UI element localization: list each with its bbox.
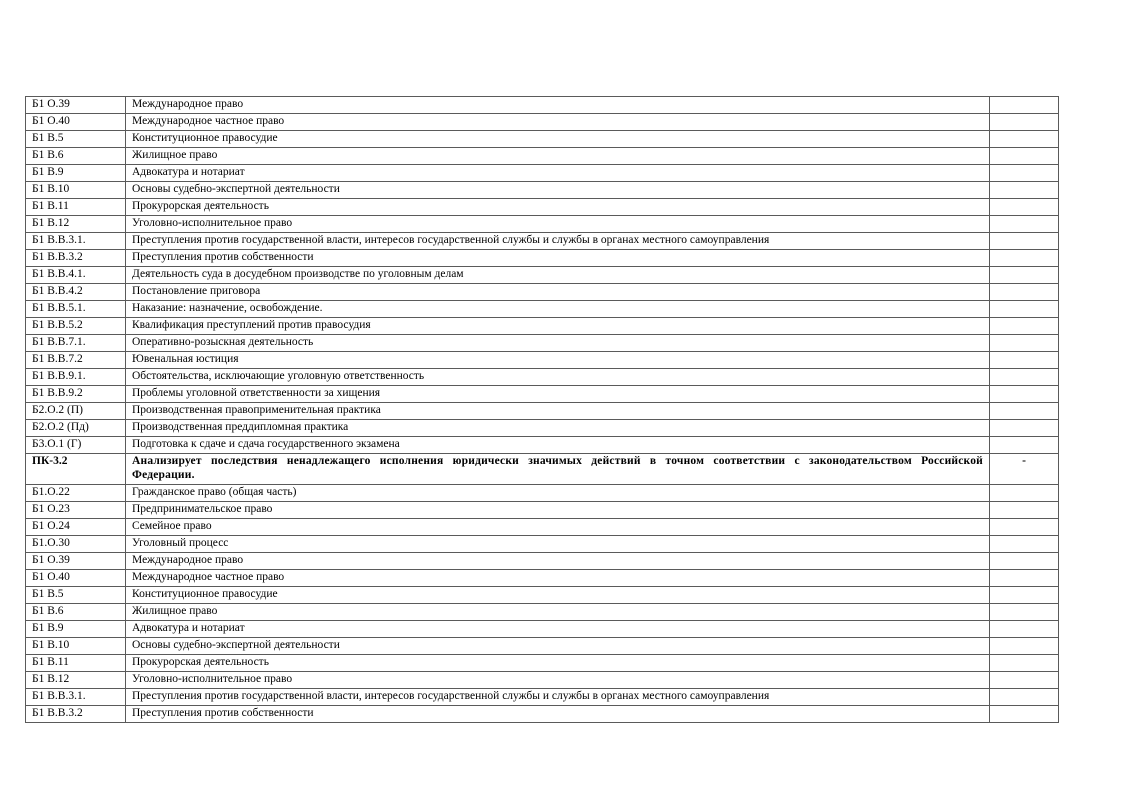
discipline-name: Преступления против собственности bbox=[126, 706, 990, 723]
table-row bbox=[26, 519, 1059, 536]
discipline-mark bbox=[990, 502, 1059, 519]
discipline-name: Предпринимательское право bbox=[126, 502, 990, 519]
discipline-name: Производственная правоприменительная практика bbox=[126, 403, 990, 420]
discipline-mark bbox=[990, 638, 1059, 655]
discipline-code: Б1 О.40 bbox=[26, 570, 126, 587]
curriculum-table bbox=[25, 96, 1059, 723]
table-row bbox=[26, 352, 1059, 369]
discipline-mark bbox=[990, 301, 1059, 318]
discipline-mark bbox=[990, 369, 1059, 386]
table-row bbox=[26, 250, 1059, 267]
table-row bbox=[26, 553, 1059, 570]
discipline-name: Квалификация преступлений против правосудия bbox=[126, 318, 990, 335]
table-row bbox=[26, 114, 1059, 131]
discipline-mark bbox=[990, 420, 1059, 437]
discipline-mark bbox=[990, 182, 1059, 199]
discipline-name: Уголовно-исполнительное право bbox=[126, 672, 990, 689]
discipline-name: Прокурорская деятельность bbox=[126, 655, 990, 672]
curriculum-table-body bbox=[26, 97, 1059, 723]
discipline-code: Б1 О.39 bbox=[26, 553, 126, 570]
discipline-code: Б1 В.6 bbox=[26, 604, 126, 621]
table-row bbox=[26, 437, 1059, 454]
table-row bbox=[26, 369, 1059, 386]
discipline-name: Подготовка к сдаче и сдача государственного экзамена bbox=[126, 437, 990, 454]
competency-mark: - bbox=[990, 454, 1059, 485]
table-row bbox=[26, 621, 1059, 638]
discipline-mark bbox=[990, 403, 1059, 420]
discipline-code: Б1 В.В.9.1. bbox=[26, 369, 126, 386]
discipline-mark bbox=[990, 621, 1059, 638]
discipline-mark bbox=[990, 131, 1059, 148]
discipline-mark bbox=[990, 672, 1059, 689]
discipline-name: Обстоятельства, исключающие уголовную ответственность bbox=[126, 369, 990, 386]
table-row bbox=[26, 284, 1059, 301]
document-page bbox=[25, 96, 1058, 723]
discipline-code: Б1 В.В.3.1. bbox=[26, 233, 126, 250]
discipline-code: Б1 В.В.3.2 bbox=[26, 250, 126, 267]
discipline-code: Б1 В.11 bbox=[26, 655, 126, 672]
discipline-code: Б1 В.В.5.2 bbox=[26, 318, 126, 335]
discipline-name: Производственная преддипломная практика bbox=[126, 420, 990, 437]
discipline-name: Прокурорская деятельность bbox=[126, 199, 990, 216]
discipline-name: Жилищное право bbox=[126, 604, 990, 621]
discipline-name: Конституционное правосудие bbox=[126, 587, 990, 604]
discipline-name: Международное частное право bbox=[126, 570, 990, 587]
discipline-mark bbox=[990, 267, 1059, 284]
discipline-mark bbox=[990, 165, 1059, 182]
discipline-mark bbox=[990, 689, 1059, 706]
discipline-name: Преступления против государственной власти, интересов государственной службы и службы в органах местного самоуправления bbox=[126, 233, 990, 250]
discipline-name: Наказание: назначение, освобождение. bbox=[126, 301, 990, 318]
table-row bbox=[26, 97, 1059, 114]
competency-row bbox=[26, 454, 1059, 485]
discipline-mark bbox=[990, 706, 1059, 723]
discipline-name: Ювенальная юстиция bbox=[126, 352, 990, 369]
discipline-name: Преступления против собственности bbox=[126, 250, 990, 267]
discipline-mark bbox=[990, 233, 1059, 250]
discipline-mark bbox=[990, 553, 1059, 570]
table-row bbox=[26, 420, 1059, 437]
discipline-code: Б1 В.В.3.2 bbox=[26, 706, 126, 723]
table-row bbox=[26, 233, 1059, 250]
discipline-name: Преступления против государственной власти, интересов государственной службы и службы в органах местного самоуправления bbox=[126, 689, 990, 706]
discipline-code: Б1 В.9 bbox=[26, 165, 126, 182]
discipline-mark bbox=[990, 335, 1059, 352]
discipline-code: Б1 В.12 bbox=[26, 672, 126, 689]
table-row bbox=[26, 604, 1059, 621]
table-row bbox=[26, 182, 1059, 199]
discipline-code: Б1 В.В.9.2 bbox=[26, 386, 126, 403]
discipline-mark bbox=[990, 97, 1059, 114]
discipline-code: Б1 В.5 bbox=[26, 131, 126, 148]
discipline-name: Семейное право bbox=[126, 519, 990, 536]
table-row bbox=[26, 672, 1059, 689]
table-row bbox=[26, 502, 1059, 519]
table-row bbox=[26, 335, 1059, 352]
table-row bbox=[26, 638, 1059, 655]
discipline-name: Адвокатура и нотариат bbox=[126, 621, 990, 638]
competency-code: ПК-3.2 bbox=[26, 454, 126, 485]
discipline-code: Б1 В.11 bbox=[26, 199, 126, 216]
table-row bbox=[26, 148, 1059, 165]
discipline-code: Б1 В.В.7.1. bbox=[26, 335, 126, 352]
discipline-code: Б1.О.22 bbox=[26, 485, 126, 502]
discipline-mark bbox=[990, 148, 1059, 165]
discipline-code: Б1 В.В.4.1. bbox=[26, 267, 126, 284]
competency-description: Анализирует последствия ненадлежащего исполнения юридически значимых действий в точном соответствии с законодательством Российской Федерации. bbox=[126, 454, 990, 485]
discipline-mark bbox=[990, 519, 1059, 536]
table-row bbox=[26, 485, 1059, 502]
discipline-code: Б1 В.В.3.1. bbox=[26, 689, 126, 706]
discipline-name: Оперативно-розыскная деятельность bbox=[126, 335, 990, 352]
discipline-mark bbox=[990, 536, 1059, 553]
discipline-code: Б1 В.В.4.2 bbox=[26, 284, 126, 301]
discipline-code: Б1 В.10 bbox=[26, 638, 126, 655]
discipline-code: Б1 В.12 bbox=[26, 216, 126, 233]
discipline-name: Международное частное право bbox=[126, 114, 990, 131]
discipline-mark bbox=[990, 352, 1059, 369]
discipline-code: Б2.О.2 (Пд) bbox=[26, 420, 126, 437]
discipline-mark bbox=[990, 437, 1059, 454]
table-row bbox=[26, 689, 1059, 706]
discipline-code: Б1 В.В.5.1. bbox=[26, 301, 126, 318]
table-row bbox=[26, 267, 1059, 284]
discipline-code: Б1 В.5 bbox=[26, 587, 126, 604]
discipline-code: Б2.О.2 (П) bbox=[26, 403, 126, 420]
discipline-name: Деятельность суда в досудебном производстве по уголовным делам bbox=[126, 267, 990, 284]
table-row bbox=[26, 570, 1059, 587]
table-row bbox=[26, 131, 1059, 148]
discipline-mark bbox=[990, 114, 1059, 131]
discipline-mark bbox=[990, 587, 1059, 604]
discipline-name: Уголовный процесс bbox=[126, 536, 990, 553]
discipline-mark bbox=[990, 250, 1059, 267]
table-row bbox=[26, 536, 1059, 553]
discipline-mark bbox=[990, 216, 1059, 233]
table-row bbox=[26, 587, 1059, 604]
discipline-mark bbox=[990, 386, 1059, 403]
discipline-mark bbox=[990, 604, 1059, 621]
discipline-code: Б1 О.24 bbox=[26, 519, 126, 536]
discipline-name: Гражданское право (общая часть) bbox=[126, 485, 990, 502]
table-row bbox=[26, 165, 1059, 182]
discipline-name: Адвокатура и нотариат bbox=[126, 165, 990, 182]
discipline-name: Конституционное правосудие bbox=[126, 131, 990, 148]
table-row bbox=[26, 706, 1059, 723]
discipline-mark bbox=[990, 318, 1059, 335]
table-row bbox=[26, 301, 1059, 318]
discipline-mark bbox=[990, 485, 1059, 502]
discipline-code: Б1 О.23 bbox=[26, 502, 126, 519]
discipline-code: Б1 В.9 bbox=[26, 621, 126, 638]
table-row bbox=[26, 386, 1059, 403]
discipline-code: Б3.О.1 (Г) bbox=[26, 437, 126, 454]
table-row bbox=[26, 655, 1059, 672]
discipline-name: Основы судебно-экспертной деятельности bbox=[126, 638, 990, 655]
discipline-mark bbox=[990, 570, 1059, 587]
discipline-name: Уголовно-исполнительное право bbox=[126, 216, 990, 233]
discipline-name: Жилищное право bbox=[126, 148, 990, 165]
table-row bbox=[26, 403, 1059, 420]
discipline-mark bbox=[990, 655, 1059, 672]
discipline-mark bbox=[990, 199, 1059, 216]
discipline-name: Основы судебно-экспертной деятельности bbox=[126, 182, 990, 199]
discipline-code: Б1 В.10 bbox=[26, 182, 126, 199]
table-row bbox=[26, 199, 1059, 216]
discipline-code: Б1.О.30 bbox=[26, 536, 126, 553]
discipline-code: Б1 О.40 bbox=[26, 114, 126, 131]
discipline-mark bbox=[990, 284, 1059, 301]
discipline-name: Проблемы уголовной ответственности за хищения bbox=[126, 386, 990, 403]
table-row bbox=[26, 216, 1059, 233]
table-row bbox=[26, 318, 1059, 335]
discipline-name: Постановление приговора bbox=[126, 284, 990, 301]
discipline-name: Международное право bbox=[126, 97, 990, 114]
discipline-code: Б1 В.В.7.2 bbox=[26, 352, 126, 369]
discipline-code: Б1 О.39 bbox=[26, 97, 126, 114]
discipline-code: Б1 В.6 bbox=[26, 148, 126, 165]
discipline-name: Международное право bbox=[126, 553, 990, 570]
